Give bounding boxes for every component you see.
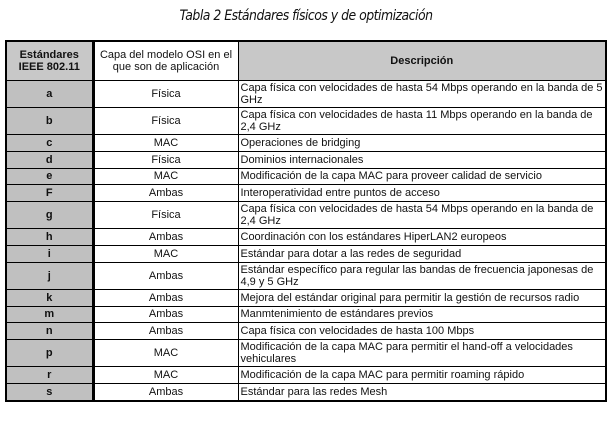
- table-row: [6, 289, 606, 306]
- standard-cell: g: [6, 202, 93, 229]
- layer-cell: MAC: [93, 367, 238, 384]
- table-row: [6, 383, 606, 400]
- header-description: Descripción: [238, 41, 606, 81]
- description-cell: Estándar para dotar a las redes de seguridad: [238, 245, 606, 262]
- table-row: [6, 367, 606, 384]
- layer-cell: MAC: [93, 135, 238, 152]
- layer-cell: Ambas: [93, 306, 238, 323]
- standard-cell: p: [6, 340, 93, 367]
- description-cell: Dominios internacionales: [238, 151, 606, 168]
- description-cell: Capa física con velocidades de hasta 54 Mbps operando en la banda de 5 GHz: [238, 81, 606, 108]
- standard-cell: n: [6, 323, 93, 340]
- table-row: [6, 108, 606, 135]
- layer-cell: Ambas: [93, 383, 238, 400]
- table-row: [6, 168, 606, 185]
- standard-cell: m: [6, 306, 93, 323]
- layer-cell: MAC: [93, 340, 238, 367]
- standard-cell: j: [6, 262, 93, 289]
- table-row: [6, 262, 606, 289]
- table-row: [6, 306, 606, 323]
- layer-cell: MAC: [93, 245, 238, 262]
- layer-cell: Ambas: [93, 185, 238, 202]
- layer-cell: MAC: [93, 168, 238, 185]
- header-layer: Capa del modelo OSI en el que son de aplicación: [93, 41, 238, 81]
- description-cell: Capa física con velocidades de hasta 100 Mbps: [238, 323, 606, 340]
- table-row: [6, 229, 606, 246]
- table-title: Tabla 2 Estándares físicos y de optimización: [179, 8, 433, 24]
- table-row: [6, 151, 606, 168]
- description-cell: Mejora del estándar original para permitir la gestión de recursos radio: [238, 289, 606, 306]
- table-row: [6, 323, 606, 340]
- description-cell: Interoperatividad entre puntos de acceso: [238, 185, 606, 202]
- description-cell: Operaciones de bridging: [238, 135, 606, 152]
- description-cell: Capa física con velocidades de hasta 54 Mbps operando en la banda de 2,4 GHz: [238, 202, 606, 229]
- layer-cell: Física: [93, 81, 238, 108]
- description-cell: Manmtenimiento de estándares previos: [238, 306, 606, 323]
- description-cell: Modificación de la capa MAC para permitir roaming rápido: [238, 367, 606, 384]
- table-row: [6, 202, 606, 229]
- standard-cell: e: [6, 168, 93, 185]
- table-row: [6, 185, 606, 202]
- standard-cell: h: [6, 229, 93, 246]
- header-standard: Estándares IEEE 802.11: [6, 41, 93, 81]
- standard-cell: c: [6, 135, 93, 152]
- table-row: [6, 135, 606, 152]
- standard-cell: b: [6, 108, 93, 135]
- layer-cell: Ambas: [93, 323, 238, 340]
- standard-cell: s: [6, 383, 93, 400]
- standards-table: [5, 40, 607, 402]
- layer-cell: Ambas: [93, 262, 238, 289]
- description-cell: Modificación de la capa MAC para proveer calidad de servicio: [238, 168, 606, 185]
- layer-cell: Física: [93, 202, 238, 229]
- layer-cell: Ambas: [93, 289, 238, 306]
- description-cell: Estándar para las redes Mesh: [238, 383, 606, 400]
- description-cell: Estándar específico para regular las bandas de frecuencia japonesas de 4,9 y 5 GHz: [238, 262, 606, 289]
- standard-cell: i: [6, 245, 93, 262]
- table-row: [6, 340, 606, 367]
- standard-cell: a: [6, 81, 93, 108]
- standard-cell: d: [6, 151, 93, 168]
- layer-cell: Física: [93, 108, 238, 135]
- standard-cell: F: [6, 185, 93, 202]
- standard-cell: r: [6, 367, 93, 384]
- description-cell: Modificación de la capa MAC para permitir el hand-off a velocidades vehiculares: [238, 340, 606, 367]
- layer-cell: Ambas: [93, 229, 238, 246]
- description-cell: Coordinación con los estándares HiperLAN2 europeos: [238, 229, 606, 246]
- table-row: [6, 81, 606, 108]
- description-cell: Capa física con velocidades de hasta 11 Mbps operando en la banda de 2,4 GHz: [238, 108, 606, 135]
- standard-cell: k: [6, 289, 93, 306]
- layer-cell: Física: [93, 151, 238, 168]
- header-row: [6, 41, 606, 81]
- table-row: [6, 245, 606, 262]
